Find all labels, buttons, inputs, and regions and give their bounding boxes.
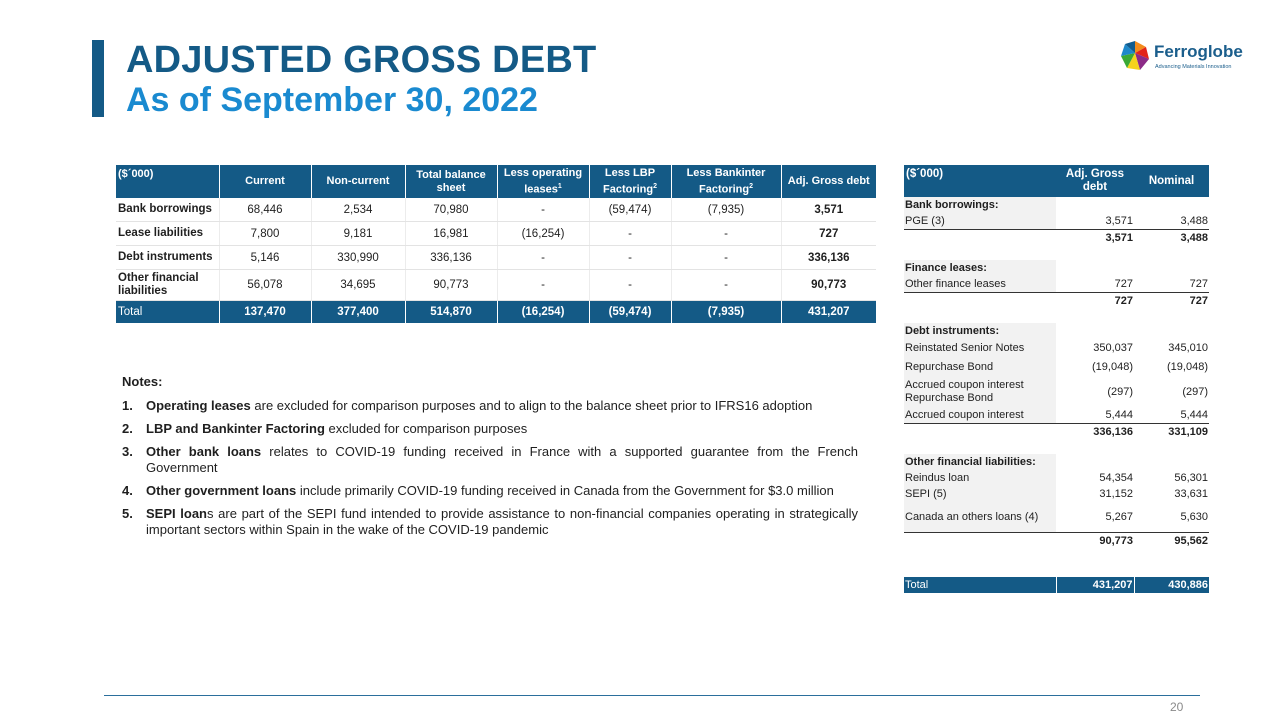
cell: 33,631 [1174, 487, 1208, 500]
page-subtitle: As of September 30, 2022 [126, 81, 538, 119]
cell: (16,254) [497, 301, 589, 324]
header-less-operating-leases [497, 165, 589, 198]
cell: 345,010 [1168, 342, 1208, 354]
header-adj-gross-debt: Adj. Gross debt [781, 165, 876, 198]
cell: (16,254) [497, 222, 589, 246]
row-label: Reinstated Senior Notes [904, 339, 1056, 358]
table-total-row [116, 301, 876, 324]
header-unit: ($´000) [116, 165, 219, 198]
note-text [146, 483, 858, 499]
cell: 514,870 [405, 301, 497, 324]
cell: 5,267 [1056, 502, 1134, 533]
row-label: Other finance leases [904, 276, 1056, 293]
cell: 431,207 [781, 301, 876, 324]
cell: (297) [1182, 385, 1208, 398]
header-less-bankinter-factoring-label: Less Bankinter Factoring [686, 166, 766, 196]
section-title-row [904, 260, 1209, 276]
cell: (7,935) [671, 301, 781, 324]
cell: 56,301 [1174, 471, 1208, 484]
note-item [122, 483, 858, 499]
cell: 350,037 [1093, 342, 1133, 354]
cell: 3,488 [1134, 213, 1209, 230]
table-row [116, 270, 876, 301]
cell: 90,773 [405, 270, 497, 301]
note-body: relates to COVID-19 funding received in France with a supported guarantee from the French Government [146, 444, 858, 475]
note-term: Other bank loans [146, 444, 262, 459]
cell: (19,048) [1092, 361, 1133, 373]
note-term: SEPI loan [146, 506, 207, 521]
notes-title: Notes: [122, 374, 163, 389]
cell: (19,048) [1167, 361, 1208, 373]
cell: 68,446 [219, 198, 311, 222]
note-body: are excluded for comparison purposes and to align to the balance sheet prior to IFRS16 adoption [250, 398, 813, 413]
note-term: Operating leases [146, 398, 251, 413]
row-label: Accrued coupon interest [904, 407, 1056, 424]
subtotal-cell: 727 [1134, 293, 1209, 310]
cell: (297) [1107, 385, 1133, 398]
cell: 9,181 [311, 222, 405, 246]
note-item [122, 506, 858, 538]
title-accent-bar [92, 40, 104, 117]
logo-tagline: Advancing Materials Innovation [1155, 64, 1232, 70]
table-row [904, 213, 1209, 230]
footer-divider [104, 695, 1200, 696]
header-less-lbp-factoring [589, 165, 671, 198]
cell: 34,695 [311, 270, 405, 301]
ferroglobe-logo [1120, 40, 1243, 74]
section-title-row [904, 323, 1209, 339]
subtotal-row [904, 533, 1209, 550]
section-title-row [904, 197, 1209, 213]
debt-breakdown-table [904, 165, 1209, 593]
note-number: 2. [122, 421, 133, 436]
row-label: Reindus loan [904, 470, 1056, 486]
cell: (7,935) [671, 198, 781, 222]
section-title: Other financial liabilities: [904, 454, 1056, 470]
header-adj-gross-debt: Adj. Gross debt [1056, 165, 1134, 197]
table-row [904, 470, 1209, 486]
logo-name: Ferroglobe [1154, 42, 1243, 61]
total-label: Total [116, 301, 219, 324]
cell: 727 [1134, 276, 1209, 293]
subtotal-row [904, 230, 1209, 247]
cell: 31,152 [1099, 487, 1133, 500]
header-non-current: Non-current [311, 165, 405, 198]
table-header-row [904, 165, 1209, 197]
table-row [904, 407, 1209, 424]
notes-section [122, 374, 858, 545]
table-row [904, 358, 1209, 377]
row-label: Bank borrowings [116, 198, 219, 222]
cell: 70,980 [405, 198, 497, 222]
note-text [146, 421, 858, 437]
cell: 727 [1056, 276, 1134, 293]
table-row [904, 339, 1209, 358]
table-row [904, 502, 1209, 533]
cell: - [589, 222, 671, 246]
cell: 5,444 [1134, 407, 1209, 424]
total-label: Total [904, 577, 1056, 593]
footnote-ref: 2 [749, 182, 754, 190]
row-label: Debt instruments [116, 246, 219, 270]
cell: 5,630 [1134, 502, 1209, 533]
note-item [122, 398, 858, 414]
cell: 7,800 [219, 222, 311, 246]
footnote-ref: 2 [653, 182, 658, 190]
subtotal-row [904, 424, 1209, 441]
table-row [116, 246, 876, 270]
header-nominal: Nominal [1134, 165, 1209, 197]
note-item [122, 444, 858, 476]
row-label: Other financial liabilities [116, 270, 219, 301]
page-number: 20 [1170, 700, 1184, 714]
note-number: 4. [122, 483, 133, 498]
total-cell: 431,207 [1056, 577, 1134, 593]
cell: 336,136 [405, 246, 497, 270]
table-row [904, 377, 1209, 407]
footnote-ref: 1 [557, 182, 562, 190]
cell: 16,981 [405, 222, 497, 246]
section-title: Bank borrowings: [904, 197, 1056, 213]
cell: (59,474) [589, 301, 671, 324]
note-number: 5. [122, 506, 133, 521]
cell: 5,444 [1056, 407, 1134, 424]
note-number: 1. [122, 398, 133, 413]
row-label: Repurchase Bond [904, 358, 1056, 377]
row-label: Canada an others loans (4) [904, 502, 1056, 533]
note-body: s are part of the SEPI fund intended to provide assistance to non-financial companies operating in strategically important sectors within Spain in the wake of the COVID-19 pandemic [146, 506, 858, 537]
cell: 3,571 [1056, 213, 1134, 230]
cell: 377,400 [311, 301, 405, 324]
note-text [146, 444, 858, 476]
cell: 54,354 [1099, 471, 1133, 484]
note-text [146, 506, 858, 538]
subtotal-cell: 3,488 [1134, 230, 1209, 247]
table-total-row [904, 577, 1209, 593]
subtotal-cell: 331,109 [1134, 424, 1209, 441]
adjusted-gross-debt-table [116, 165, 876, 323]
note-term: Other government loans [146, 483, 297, 498]
cell: - [671, 246, 781, 270]
row-label: Accrued coupon interest Repurchase Bond [904, 377, 1056, 407]
header-less-operating-leases-label: Less operating leases [503, 166, 583, 196]
subtotal-cell: 727 [1056, 293, 1134, 310]
note-item [122, 421, 858, 437]
header-less-bankinter-factoring [671, 165, 781, 198]
table-header-row [116, 165, 876, 198]
cell: 137,470 [219, 301, 311, 324]
cell: - [671, 270, 781, 301]
subtotal-cell: 3,571 [1056, 230, 1134, 247]
row-label: SEPI (5) [904, 486, 1056, 502]
header-total-balance-sheet: Total balance sheet [405, 165, 497, 198]
table-row [116, 222, 876, 246]
note-term: LBP and Bankinter Factoring [146, 421, 325, 436]
header-current: Current [219, 165, 311, 198]
header-unit: ($´000) [904, 165, 1056, 197]
subtotal-cell: 95,562 [1134, 533, 1209, 550]
note-body: excluded for comparison purposes [324, 421, 528, 436]
cell: 90,773 [781, 270, 876, 301]
cell: 2,534 [311, 198, 405, 222]
cell: 5,146 [219, 246, 311, 270]
section-title: Debt instruments: [904, 323, 1056, 339]
table-row [116, 198, 876, 222]
table-row [904, 276, 1209, 293]
note-body: include primarily COVID-19 funding received in Canada from the Government for $3.0 million [296, 483, 834, 498]
cell: 727 [781, 222, 876, 246]
cell: - [589, 270, 671, 301]
section-title-row [904, 454, 1209, 470]
cell: - [497, 246, 589, 270]
note-number: 3. [122, 444, 133, 459]
total-cell: 430,886 [1134, 577, 1209, 593]
cell: (59,474) [589, 198, 671, 222]
page-title: ADJUSTED GROSS DEBT [126, 39, 597, 81]
cell: 330,990 [311, 246, 405, 270]
table-row [904, 486, 1209, 502]
row-label: PGE (3) [904, 213, 1056, 230]
subtotal-row [904, 293, 1209, 310]
subtotal-cell: 90,773 [1056, 533, 1134, 550]
cell: 56,078 [219, 270, 311, 301]
cell: - [589, 246, 671, 270]
cell: - [671, 222, 781, 246]
cell: - [497, 270, 589, 301]
cell: 3,571 [781, 198, 876, 222]
note-text [146, 398, 858, 414]
subtotal-cell: 336,136 [1056, 424, 1134, 441]
cell: 336,136 [781, 246, 876, 270]
row-label: Lease liabilities [116, 222, 219, 246]
section-title: Finance leases: [904, 260, 1056, 276]
ferroglobe-logo-icon [1120, 40, 1150, 72]
header-less-lbp-factoring-label: Less LBP Factoring [602, 166, 656, 196]
cell: - [497, 198, 589, 222]
